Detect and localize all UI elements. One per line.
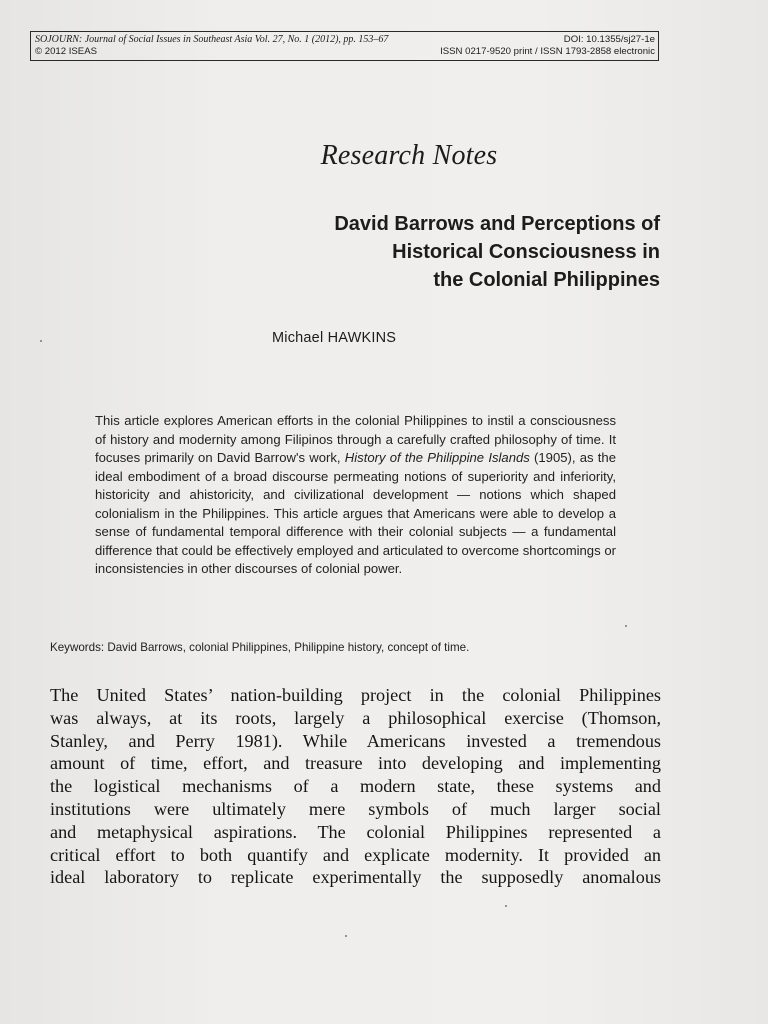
body-paragraph — [50, 684, 661, 889]
author-name: Michael HAWKINS — [272, 330, 397, 346]
journal-header-box — [30, 31, 659, 61]
journal-citation: SOJOURN: Journal of Social Issues in Southeast Asia Vol. 27, No. 1 (2012), pp. 153–67 — [35, 34, 389, 45]
copyright: © 2012 ISEAS — [35, 46, 98, 57]
body-line: institutions were ultimately mere symbols of much larger social — [50, 798, 661, 819]
body-line: was always, at its roots, largely a philosophical exercise (Thomson, — [50, 707, 661, 728]
body-line: The United States’ nation-building project in the colonial Philippines — [50, 685, 661, 705]
scan-speck — [345, 935, 347, 937]
article-title — [334, 210, 660, 294]
abstract-text-2: (1905), as the ideal embodiment of a broad discourse permeating notions of superiority and inferiority, historicity and ahistoricity, and civilizational development — notions which shaped colonialism in the Philippines. This article argues that Americans were able to develop a sense of fundamental temporal difference with their colonial subjects — a fundamental difference that could be effectively employed and articulated to overcome shortcomings or inconsistencies in other discourses of colonial power. — [95, 450, 617, 576]
scan-speck — [40, 340, 42, 342]
abstract — [95, 412, 616, 579]
body-line: critical effort to both quantify and explicate modernity. It provided an — [50, 844, 661, 865]
abstract-book-title: History of the Philippine Islands — [344, 450, 530, 465]
article-title-line-3: the Colonial Philippines — [433, 269, 660, 291]
article-title-line-2: Historical Consciousness in — [392, 241, 660, 263]
scan-speck — [505, 905, 507, 907]
body-line: amount of time, effort, and treasure into developing and implementing — [50, 753, 661, 774]
header-row-bottom — [35, 46, 655, 58]
scan-speck — [625, 625, 627, 627]
body-line: ideal laboratory to replicate experimentally the supposedly anomalous — [50, 867, 661, 888]
body-line: the logistical mechanisms of a modern state, these systems and — [50, 776, 661, 797]
body-line: and metaphysical aspirations. The colonial Philippines represented a — [50, 821, 661, 842]
issn: ISSN 0217-9520 print / ISSN 1793-2858 electronic — [440, 46, 655, 57]
keywords: Keywords: David Barrows, colonial Philippines, Philippine history, concept of time. — [50, 641, 470, 654]
article-title-line-1: David Barrows and Perceptions of — [334, 213, 660, 235]
doi: DOI: 10.1355/sj27-1e — [563, 34, 655, 45]
header-row-top — [35, 34, 655, 46]
abstract-text-1: This article explores American efforts in the colonial Philippines to instil a consciousness of history and modernity among Filipinos through a carefully crafted philosophy of time. It focuses primarily on David Barrow's work, — [95, 413, 616, 465]
body-line: Stanley, and Perry 1981). While Americans invested a tremendous — [50, 730, 661, 751]
section-title: Research Notes — [320, 140, 498, 171]
